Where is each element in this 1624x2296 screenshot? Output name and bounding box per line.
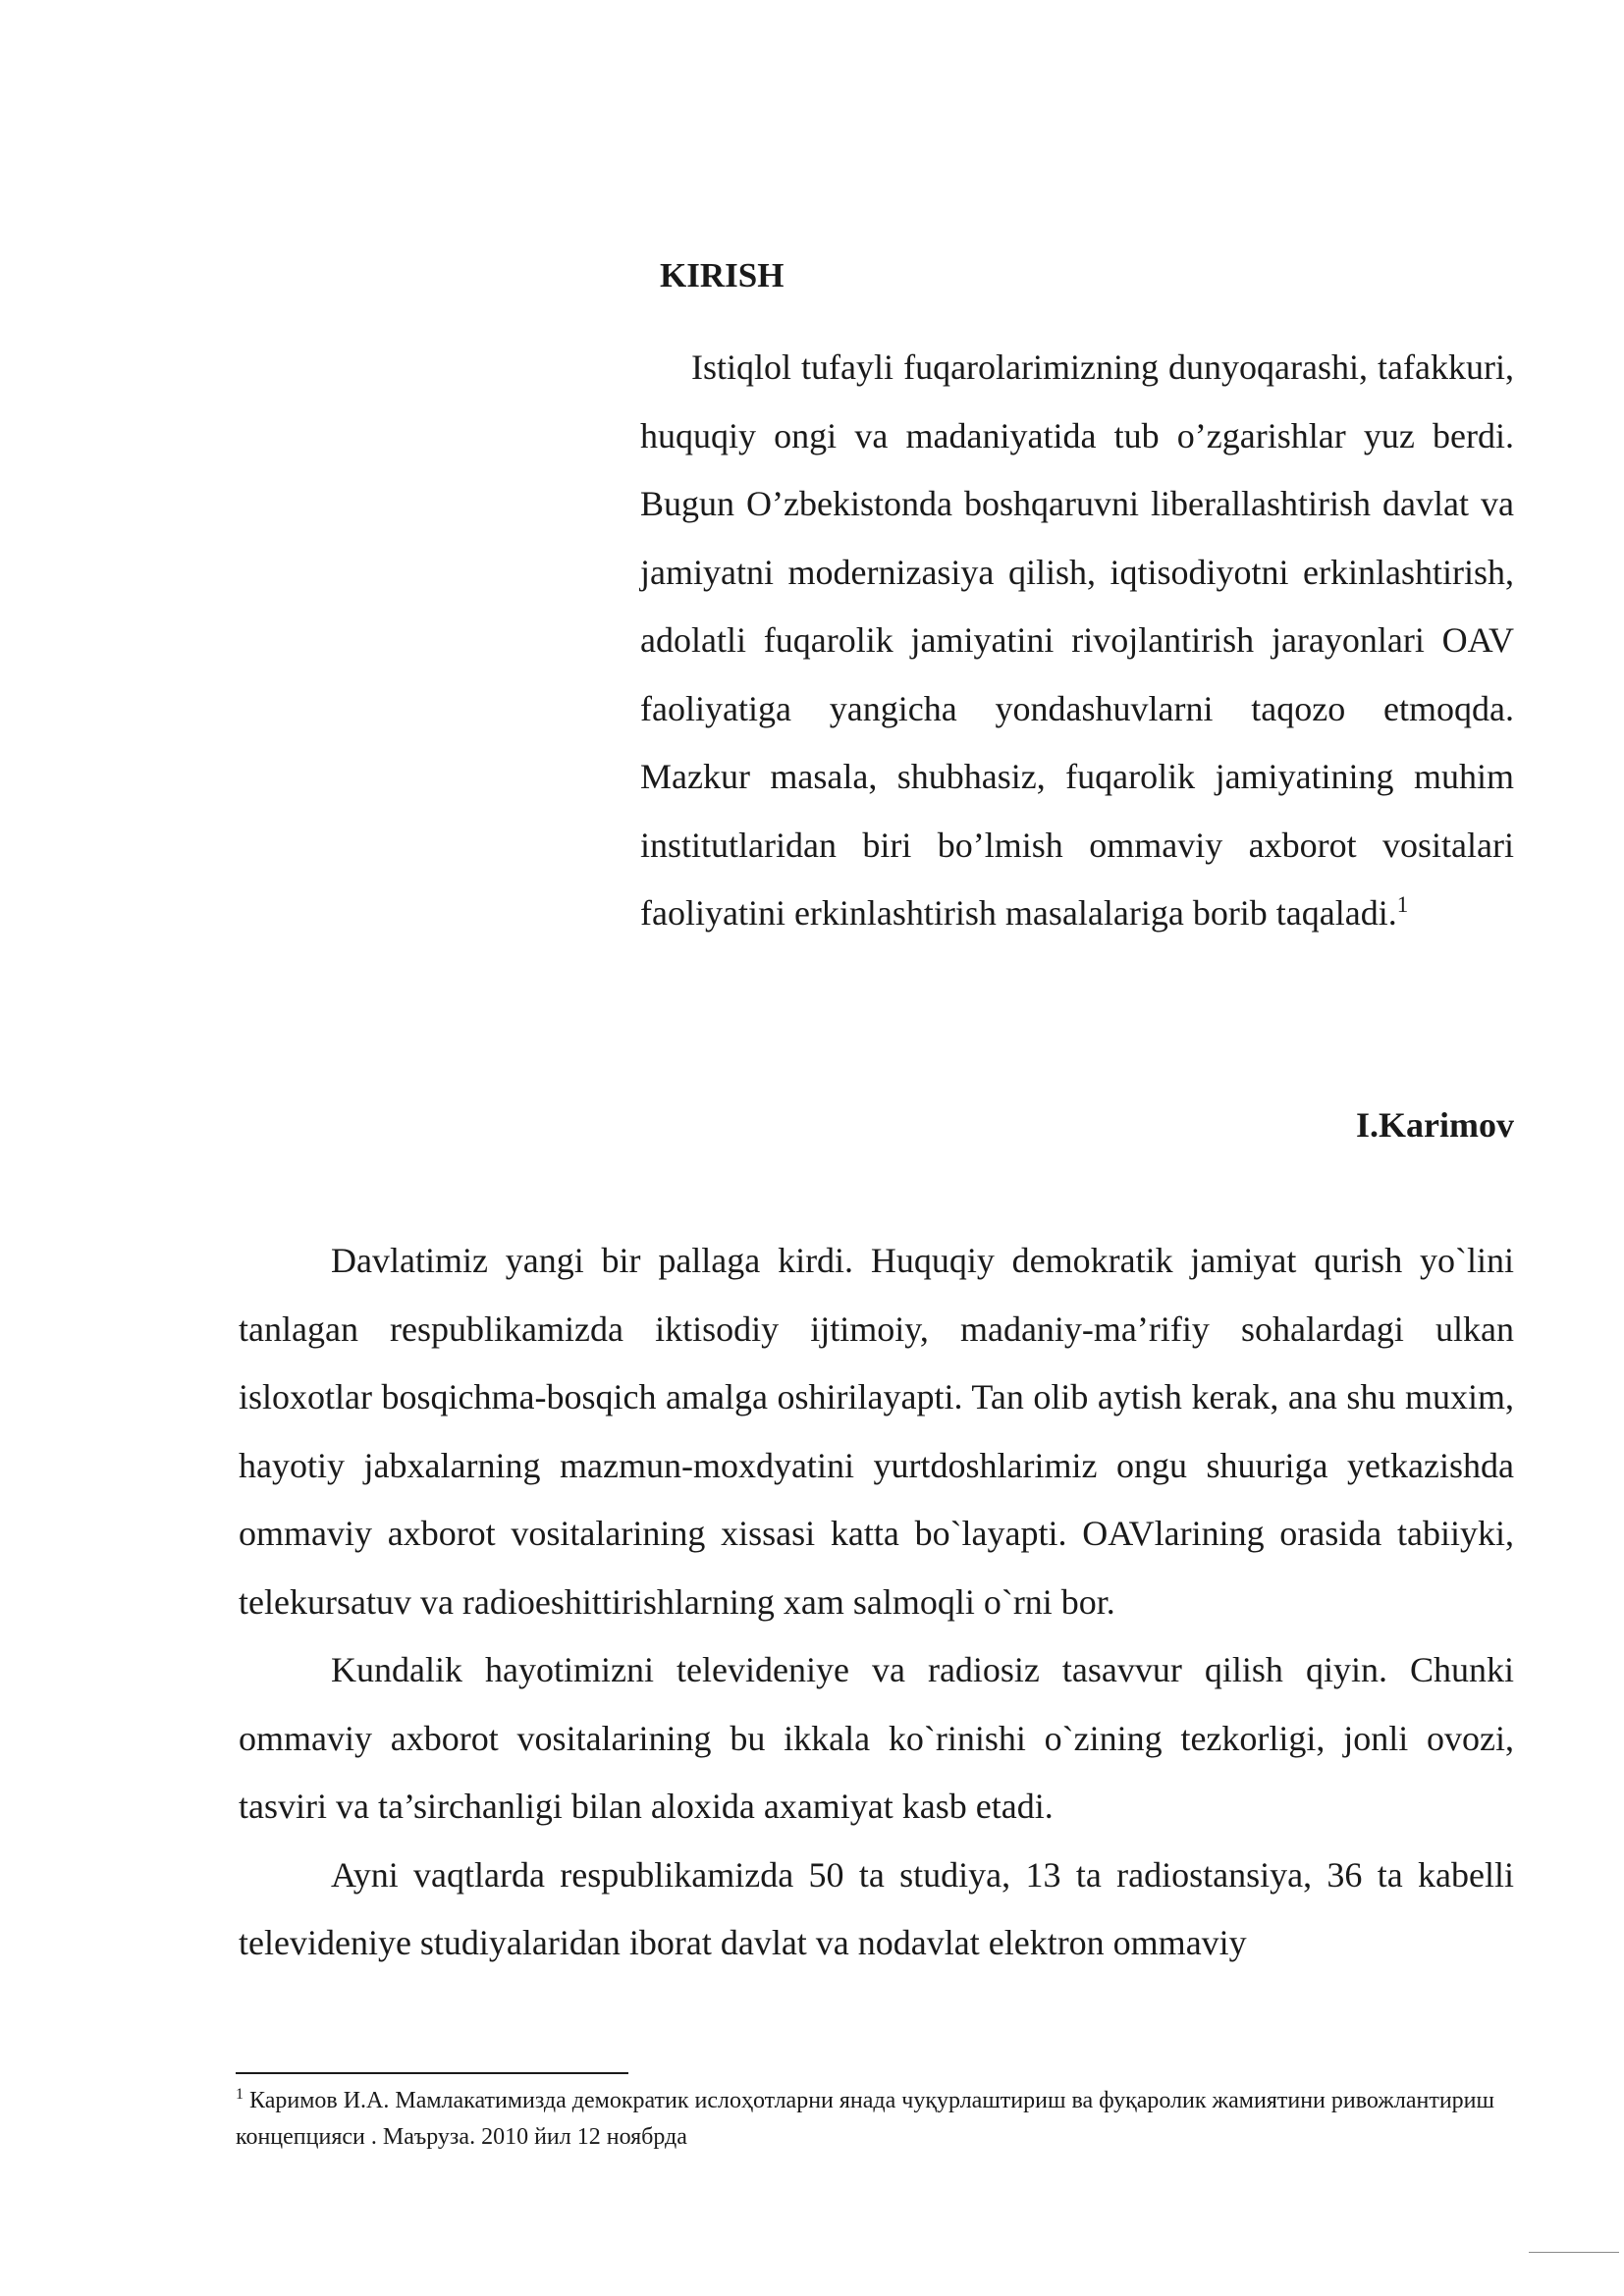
epigraph-author: I.Karimov xyxy=(1356,1105,1514,1145)
epigraph-quote xyxy=(640,334,1514,948)
body-text xyxy=(239,1227,1514,1978)
footnote-reference[interactable]: 1 xyxy=(1396,892,1409,917)
body-paragraph-1: Davlatimiz yangi bir pallaga kirdi. Huquqiy demokratik jamiyat qurish yo`lini tanlagan respublikamizda iktisodiy ijtimoiy, madaniy-ma’rifiy sohalardagi ulkan isloxotlar bosqichma-bosqich amalga oshirilayapti. Tan olib aytish kerak, ana shu muxim, hayotiy jabxalarning mazmun-moxdyatini yurtdoshlarimiz ongu shuuriga yetkazishda ommaviy axborot vositalarining xissasi katta bo`layapti. OAVlarining orasida tabiiyki, telekursatuv va radioeshittirishlarning xam salmoqli o`rni bor. xyxy=(239,1241,1514,1622)
page-corner-line xyxy=(1529,2252,1619,2253)
body-paragraph-2: Kundalik hayotimizni televideniye va radiosiz tasavvur qilish qiyin. Chunki ommaviy axborot vositalarining bu ikkala ko`rinishi o`zining tezkorligi, jonli ovozi, tasviri va ta’sirchanligi bilan aloxida axamiyat kasb etadi. xyxy=(239,1650,1514,1826)
footnote-number: 1 xyxy=(236,2086,244,2103)
footnote-separator xyxy=(236,2072,628,2074)
epigraph-text: Istiqlol tufayli fuqarolarimizning dunyoqarashi, tafakkuri, huquqiy ongi va madaniyatida tub o’zgarishlar yuz berdi. Bugun O’zbekistonda boshqaruvni liberallashtirish davlat va jamiyatni modernizasiya qilish, iqtisodiyotni erkinlashtirish, adolatli fuqarolik jamiyatini rivojlantirish jarayonlari OAV faoliyatiga yangicha yondashuvlarni taqozo etmoqda. Mazkur masala, shubhasiz, fuqarolik jamiyatining muhim institutlaridan biri bo’lmish ommaviy axborot vositalari faoliyatini erkinlashtirish masalalariga borib taqaladi. xyxy=(640,347,1514,933)
footnote xyxy=(236,2083,1512,2156)
footnote-text: Каримов И.А. Мамлакатимизда демократик ислоҳотларни янада чуқурлаштириш ва фуқаролик жамиятини ривожлантириш концепцияси . Маъруза. 2010 йил 12 ноябрда xyxy=(236,2088,1495,2150)
section-heading: KIRISH xyxy=(660,256,785,294)
body-paragraph-3: Ayni vaqtlarda respublikamizda 50 ta studiya, 13 ta radiostansiya, 36 ta kabelli televideniye studiyalaridan iborat davlat va nodavlat elektron ommaviy xyxy=(239,1854,1514,1962)
